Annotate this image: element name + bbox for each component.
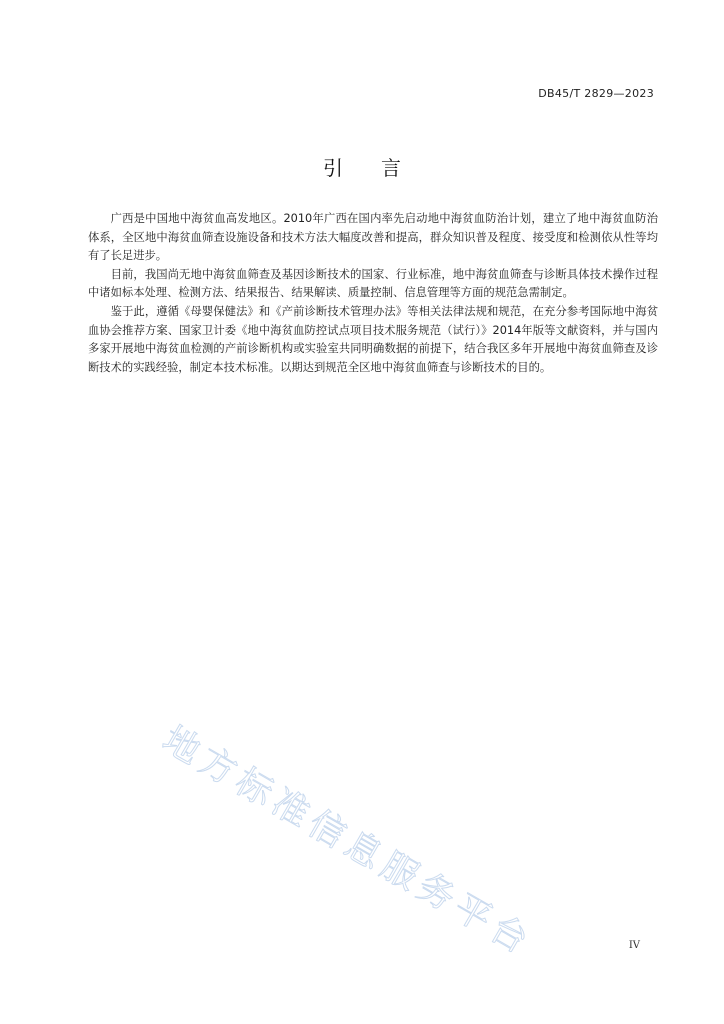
- paragraph-2: 目前，我国尚无地中海贫血筛查及基因诊断技术的国家、行业标准，地中海贫血筛查与诊断具体技术操作过程中诸如标本处理、检测方法、结果报告、结果解读、质量控制、信息管理等方面的规范急需制定。: [88, 267, 658, 300]
- watermark: 地方标准信息服务平台: [155, 718, 540, 965]
- page-title: 引言: [323, 156, 439, 180]
- page-number: IV: [628, 940, 640, 951]
- body-text: [88, 210, 658, 377]
- paragraph-3: 鉴于此，遵循《母婴保健法》和《产前诊断技术管理办法》等相关法律法规和规范，在充分参考国际地中海贫血协会推荐方案、国家卫计委《地中海贫血防控试点项目技术服务规范（试行）》2014年版等文献资料，并与国内多家开展地中海贫血检测的产前诊断机构或实验室共同明确数据的前提下，结合我区多年开展地中海贫血筛查及诊断技术的实践经验，制定本技术标准。以期达到规范全区地中海贫血筛查与诊断技术的目的。: [88, 304, 658, 374]
- document-code: DB45/T 2829—2023: [538, 87, 654, 100]
- paragraph-1: 广西是中国地中海贫血高发地区。2010年广西在国内率先启动地中海贫血防治计划，建立了地中海贫血防治体系，全区地中海贫血筛查设施设备和技术方法大幅度改善和提高，群众知识普及程度、接受度和检测依从性等均有了长足进步。: [88, 212, 658, 263]
